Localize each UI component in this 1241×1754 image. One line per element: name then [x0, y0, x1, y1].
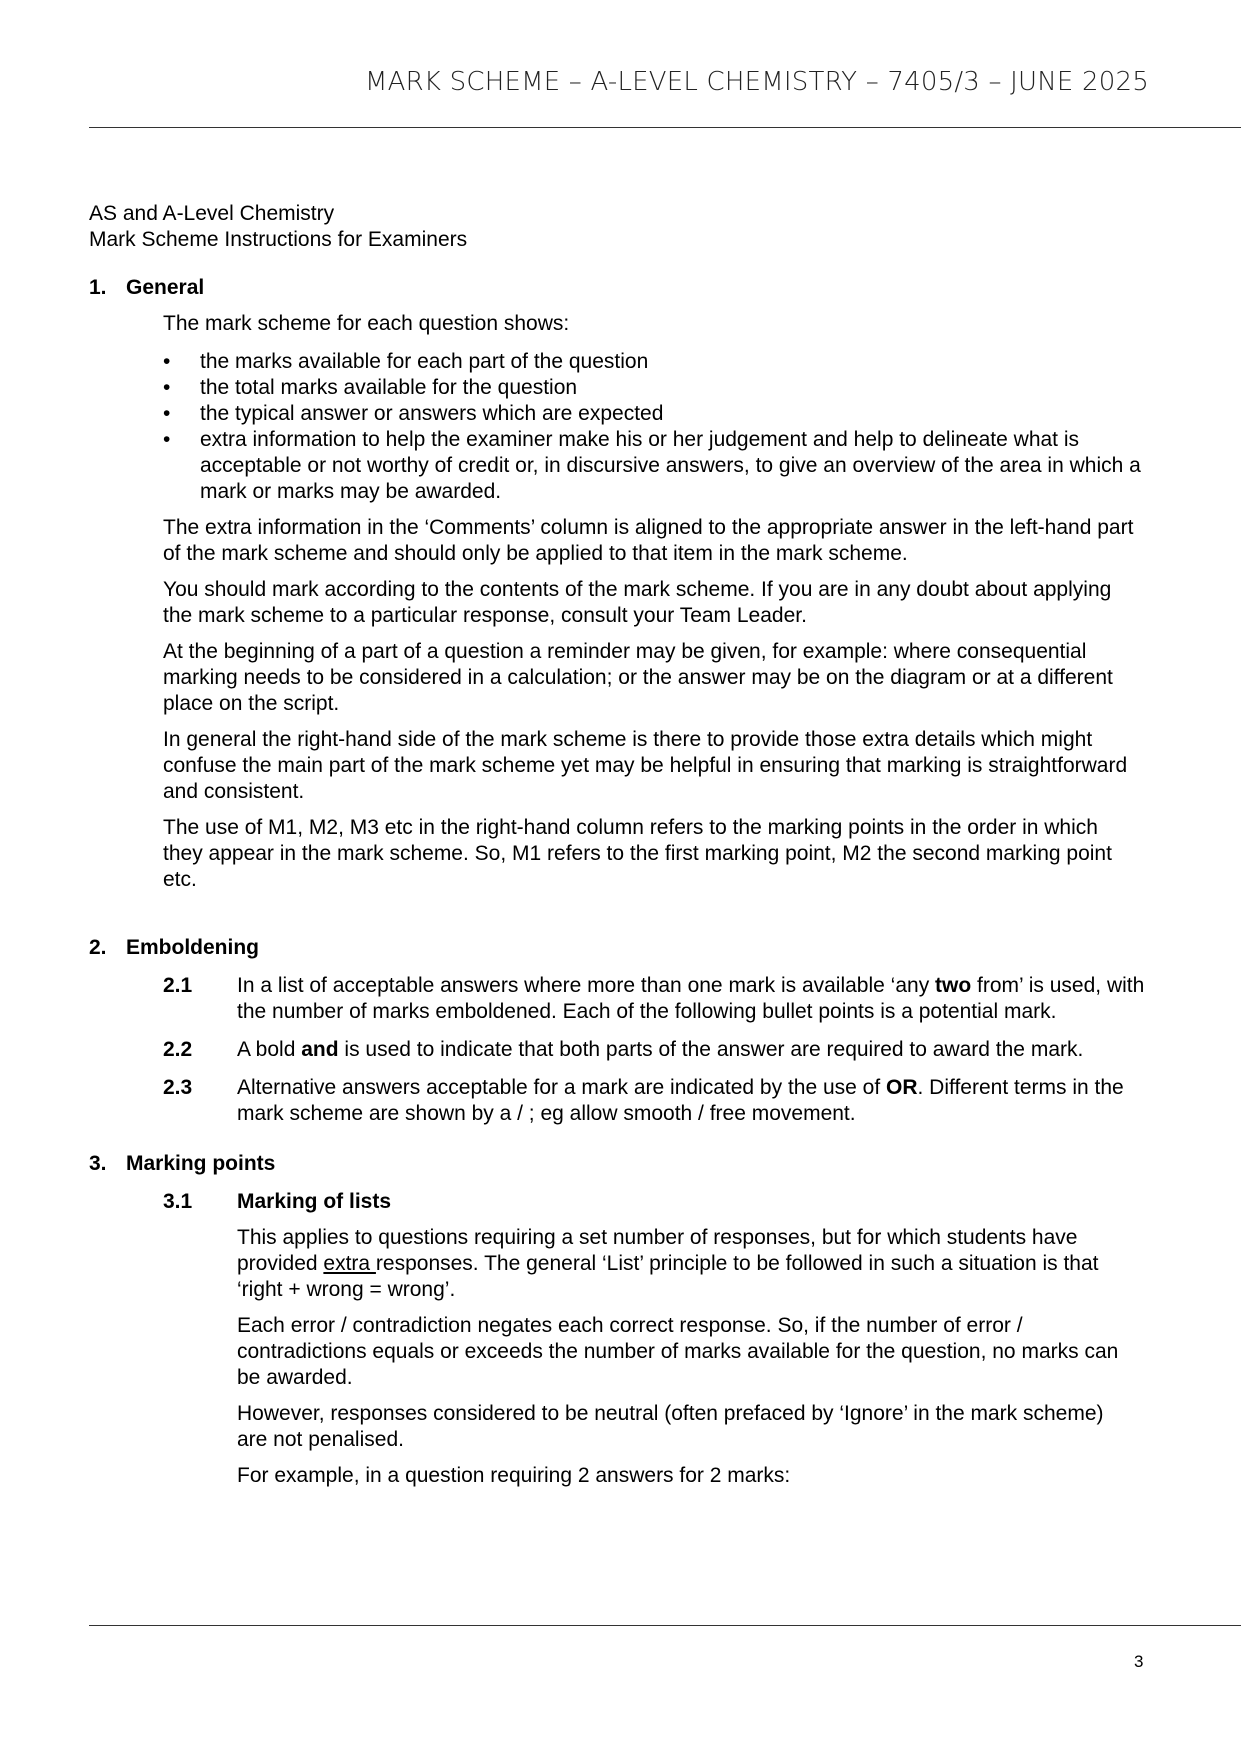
lists-paragraph: This applies to questions requiring a set number of responses, but for which students have provided extra responses. The general ‘List’ principle to be followed in such a situation is that ‘right + wrong = wrong’.: [237, 1226, 1099, 1301]
item-number: 2.3: [163, 1076, 193, 1099]
section-number: 1.: [89, 276, 107, 299]
general-paragraph: The use of M1, M2, M3 etc in the right-hand column refers to the marking points in the order in which they appear in the mark scheme. So, M1 refers to the first marking point, M2 the second marking point etc.: [163, 816, 1112, 891]
numbered-item-2-1: [163, 973, 1149, 1025]
item-text: A bold and is used to indicate that both parts of the answer are required to award the mark.: [237, 1038, 1084, 1061]
section-heading-general: [89, 275, 1149, 301]
general-paragraph: The extra information in the ‘Comments’ column is aligned to the appropriate answer in the left-hand part of the mark scheme and should only be applied to that item in the mark scheme.: [163, 516, 1134, 565]
lists-paragraph: However, responses considered to be neutral (often prefaced by ‘Ignore’ in the mark scheme) are not penalised.: [237, 1402, 1104, 1451]
document-body: [89, 201, 1149, 1489]
lists-paragraph: Each error / contradiction negates each correct response. So, if the number of error / contradictions equals or exceeds the number of marks available for the question, no marks can be awarded.: [237, 1314, 1119, 1389]
general-paragraph: You should mark according to the contents of the mark scheme. If you are in any doubt about applying the mark scheme to a particular response, consult your Team Leader.: [163, 578, 1112, 627]
section-heading-emboldening: [89, 935, 1149, 961]
general-bullet-list: [163, 349, 1143, 505]
item-text: In a list of acceptable answers where more than one mark is available ‘any two from’ is used, with the number of marks emboldened. Each of the following bullet points is a potential mark.: [237, 974, 1145, 1023]
section-title: Marking points: [126, 1152, 276, 1175]
subsection-heading-marking-of-lists: [163, 1189, 1149, 1215]
list-item: • extra information to help the examiner make his or her judgement and help to delineate what is acceptable or not worthy of credit or, in discursive answers, to give an overview of the area in which a mark or marks may be awarded.: [163, 427, 1143, 505]
section-number: 2.: [89, 936, 107, 959]
section-title: General: [126, 276, 205, 299]
section-heading-marking-points: [89, 1151, 1149, 1177]
numbered-item-2-2: [163, 1037, 1149, 1063]
subsection-marking-of-lists-body: [89, 1225, 1149, 1489]
general-paragraph: In general the right-hand side of the mark scheme is there to provide those extra details which might confuse the main part of the mark scheme yet may be helpful in ensuring that marking is straightforward and consistent.: [163, 728, 1128, 803]
footer-divider: [89, 1625, 1241, 1626]
header-divider: [89, 127, 1241, 128]
section-number: 3.: [89, 1152, 107, 1175]
general-paragraph: At the beginning of a part of a question a reminder may be given, for example: where consequential marking needs to be considered in a calculation; or the answer may be on the diagram or at a different place on the script.: [163, 640, 1113, 715]
general-lead: The mark scheme for each question shows:: [163, 312, 570, 335]
page-header-title: MARK SCHEME – A-LEVEL CHEMISTRY – 7405/3 – JUNE 2025: [365, 67, 1149, 97]
list-item: • the total marks available for the question: [163, 375, 1143, 401]
item-number: 2.2: [163, 1038, 193, 1061]
page-number: 3: [1134, 1652, 1144, 1671]
intro-line-2: Mark Scheme Instructions for Examiners: [89, 228, 468, 251]
list-item: • the typical answer or answers which are expected: [163, 401, 1143, 427]
document-intro: [89, 201, 1149, 253]
intro-line-1: AS and A-Level Chemistry: [89, 202, 335, 225]
list-item: • the marks available for each part of the question: [163, 349, 1143, 375]
section-marking-points-body: [89, 1189, 1149, 1215]
section-general-body: [89, 311, 1149, 893]
numbered-item-2-3: [163, 1075, 1149, 1127]
section-title: Emboldening: [126, 936, 259, 959]
item-number: 2.1: [163, 974, 193, 997]
section-emboldening-body: [89, 973, 1149, 1127]
subsection-number: 3.1: [163, 1190, 193, 1213]
subsection-title: Marking of lists: [237, 1190, 392, 1213]
lists-paragraph: For example, in a question requiring 2 answers for 2 marks:: [237, 1464, 791, 1487]
item-text: Alternative answers acceptable for a mark are indicated by the use of OR. Different terms in the mark scheme are shown by a / ; eg allow smooth / free movement.: [237, 1076, 1124, 1125]
